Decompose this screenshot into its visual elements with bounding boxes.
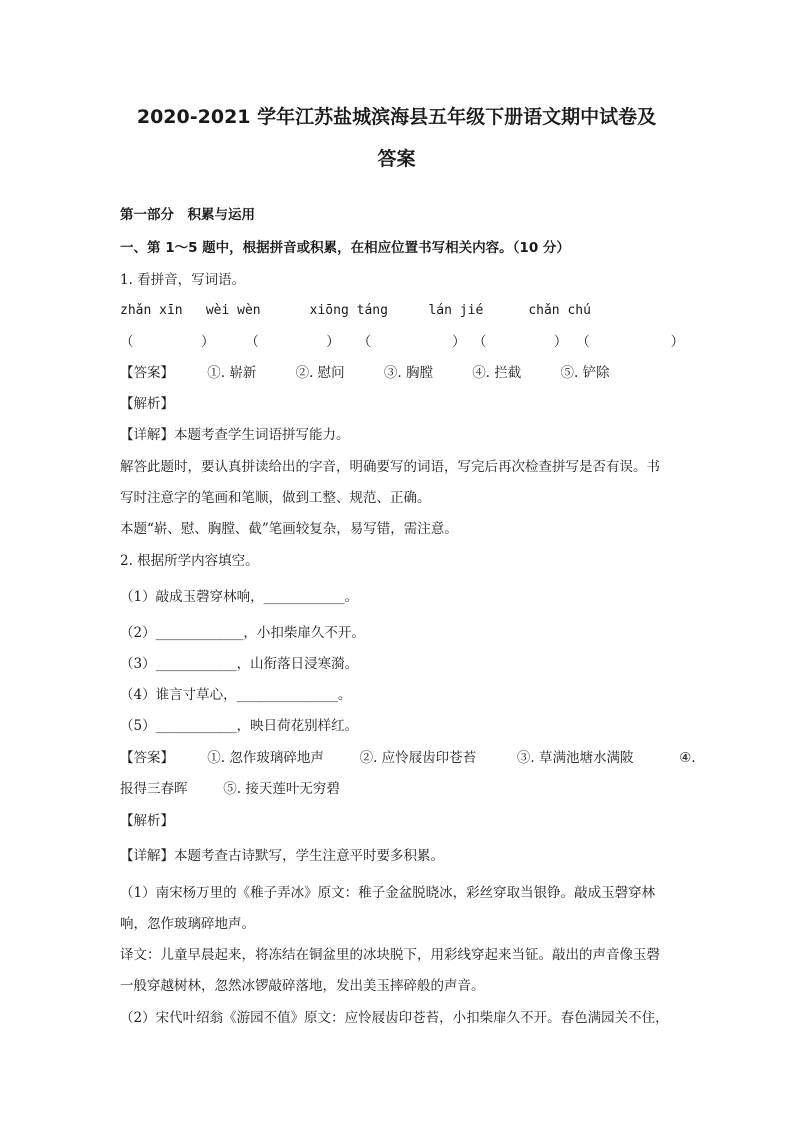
answer-item: ③. 草满池塘水满陂 <box>516 750 634 766</box>
question-1-answer-blanks <box>120 332 684 352</box>
answer-blank: （ ） <box>357 334 466 350</box>
answer-item: ②. 慰问 <box>295 365 345 381</box>
question-1-answer <box>120 363 610 383</box>
answer-blank: （ ） <box>245 334 340 350</box>
answer-blank: （ ） <box>472 334 568 350</box>
question-2-item: （3）____________，山衔落日浸寒漪。 <box>120 656 359 672</box>
answer-item: ④. <box>679 750 696 766</box>
pinyin-item: lán jié <box>428 303 484 318</box>
answer-item: ①. 忽作玻璃碎地声 <box>207 750 324 766</box>
question-2-answer-continued <box>120 779 340 799</box>
document-title-line-1: 2020-2021 学年江苏盐城滨海县五年级下册语文期中试卷及 <box>136 106 657 128</box>
question-1-paragraph: 本题“崭、慰、胸膛、截”笔画较复杂，易写错，需注意。 <box>120 521 458 537</box>
question-1-stem: 1. 看拼音，写词语。 <box>120 272 246 288</box>
answer-item: ④. 拦截 <box>472 365 522 381</box>
section-heading: 一、第 1～5 题中，根据拼音或积累，在相应位置书写相关内容。（10 分） <box>120 240 570 256</box>
pinyin-item: chǎn chú <box>528 303 591 318</box>
question-2-explanation: （1）南宋杨万里的《稚子弄冰》原文：稚子金盆脱晓冰，彩丝穿取当银铮。敲成玉磬穿林 <box>120 885 656 901</box>
question-2-explanation: 响，忽作玻璃碎地声。 <box>120 916 255 932</box>
question-2-explanation: （2）宋代叶绍翁《游园不值》原文：应怜屐齿印苍苔，小扣柴扉久不开。春色满园关不住， <box>120 1010 669 1026</box>
question-2-item: （5）____________，映日荷花别样红。 <box>120 718 359 734</box>
question-2-item: （1）敲成玉磬穿林响，____________。 <box>120 589 359 605</box>
answer-item: ②. 应怜屐齿印苍苔 <box>359 750 477 766</box>
answer-label: 【答案】 <box>120 750 174 766</box>
answer-item: 报得三春晖 <box>120 781 188 797</box>
question-2-item: （2）_____________，小扣柴扉久不开。 <box>120 625 365 641</box>
question-2-analysis-label: 【解析】 <box>120 813 174 829</box>
document-title-line-2: 答案 <box>377 148 416 170</box>
answer-blank: （ ） <box>120 334 215 350</box>
question-1-detail: 【详解】本题考查学生词语拼写能力。 <box>120 427 350 443</box>
question-1-paragraph: 解答此题时，要认真拼读给出的字音，明确要写的词语，写完后再次检查拼写是否有误。书 <box>120 459 660 475</box>
question-2-answer <box>120 748 696 768</box>
question-2-detail: 【详解】本题考查古诗默写，学生注意平时要多积累。 <box>120 848 444 864</box>
answer-item: ⑤. 铲除 <box>560 365 610 381</box>
answer-blank: （ ） <box>576 334 685 350</box>
question-1-paragraph: 写时注意字的笔画和笔顺，做到工整、规范、正确。 <box>120 490 431 506</box>
question-2-translation: 译文：儿童早晨起来，将冻结在铜盆里的冰块脱下，用彩线穿起来当钲。敲出的声音像玉磬 <box>120 947 660 963</box>
pinyin-item: xiōng táng <box>309 303 388 318</box>
question-1-analysis-label: 【解析】 <box>120 396 174 412</box>
question-1-pinyin-row <box>120 301 591 321</box>
answer-item: ⑤. 接天莲叶无穷碧 <box>223 781 340 797</box>
pinyin-item: wèi wèn <box>205 303 261 318</box>
answer-item: ③. 胸膛 <box>383 365 433 381</box>
pinyin-item: zhǎn xīn <box>120 303 183 318</box>
question-2-translation: 一般穿越树林，忽然冰锣敲碎落地，发出美玉摔碎般的声音。 <box>120 978 485 994</box>
answer-item: ①. 崭新 <box>207 365 257 381</box>
question-2-stem: 2. 根据所学内容填空。 <box>120 553 259 569</box>
part-heading: 第一部分 积累与运用 <box>120 207 255 223</box>
answer-label: 【答案】 <box>120 365 174 381</box>
question-2-item: （4）谁言寸草心，_______________。 <box>120 687 352 703</box>
